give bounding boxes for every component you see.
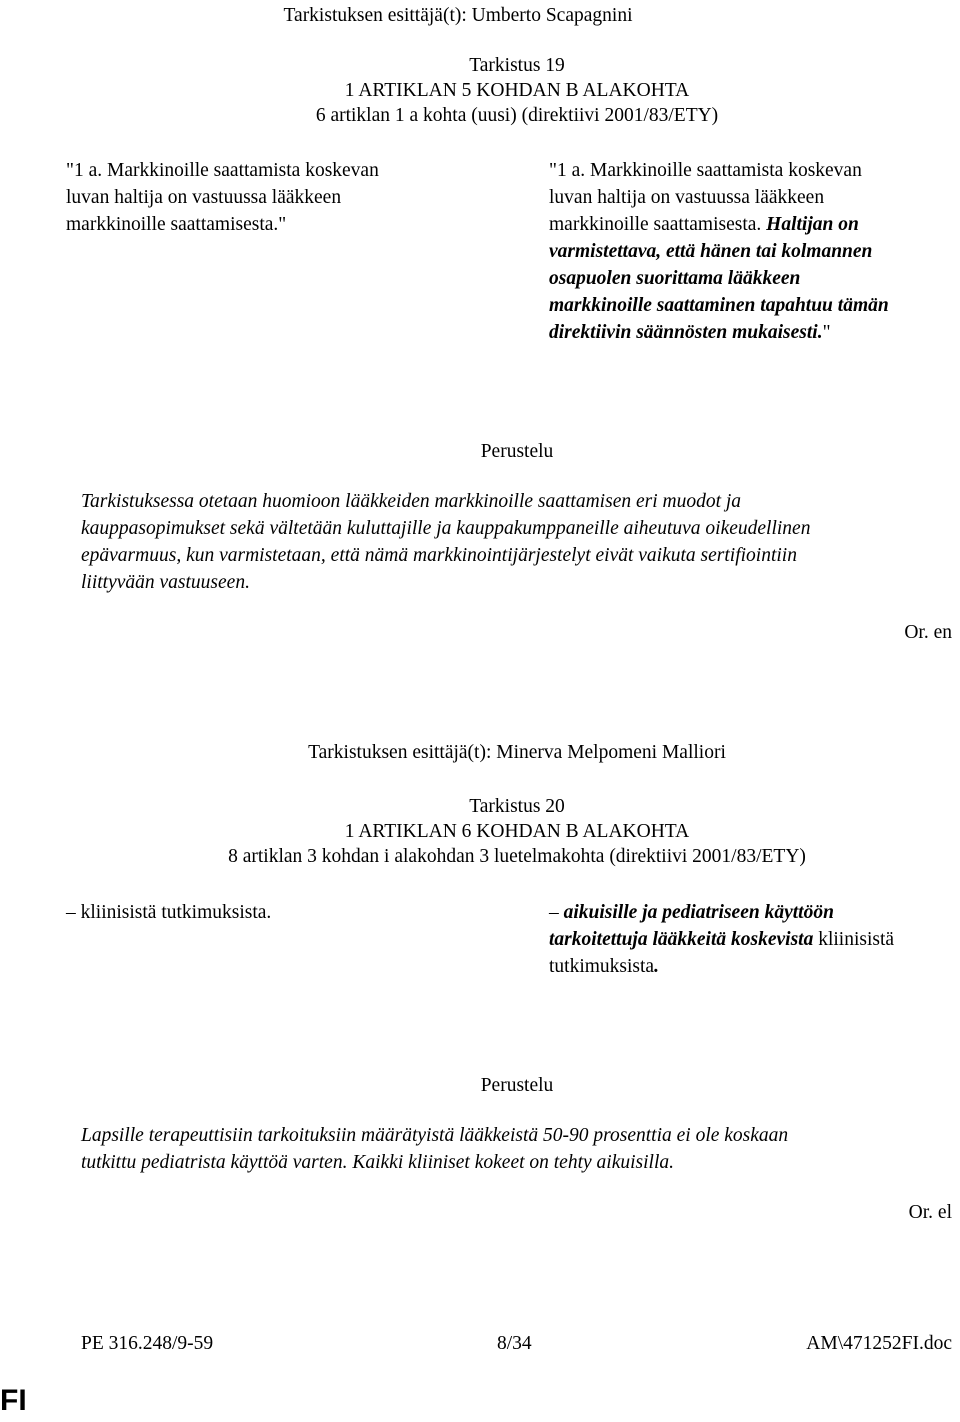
commission-text-column (66, 899, 271, 926)
footer-file-name: AM\471252FI.doc (806, 1333, 952, 1354)
justification-line: tutkittu pediatrista käyttöä varten. Kaikki kliiniset kokeet on tehty aikuisilla. (81, 1152, 674, 1173)
amendment-article: 1 ARTIKLAN 5 KOHDAN B ALAKOHTA (344, 80, 690, 101)
justification-line: Lapsille terapeuttisiin tarkoituksiin määrätyistä lääkkeistä 50-90 prosenttia ei ole koskaan (81, 1125, 789, 1146)
justification-heading: Perustelu (480, 441, 554, 462)
footer-document-reference: PE 316.248/9-59 (81, 1333, 214, 1354)
added-text: direktiivin säännösten mukaisesti. (549, 322, 823, 343)
added-text-line: varmistettava, että hänen tai kolmannen (549, 241, 873, 262)
amendment-text-column (549, 899, 894, 980)
justification-text (81, 1122, 788, 1176)
added-text: . (654, 956, 659, 977)
amendment-article: 1 ARTIKLAN 6 KOHDAN B ALAKOHTA (344, 821, 690, 842)
amendment-author: Tarkistuksen esittäjä(t): Umberto Scapagnini (283, 5, 633, 26)
added-text-line: markkinoille saattaminen tapahtuu tämän (549, 295, 889, 316)
justification-text (81, 488, 810, 596)
amendment-author: Tarkistuksen esittäjä(t): Minerva Melpomeni Malliori (308, 742, 726, 763)
added-text: tarkoitettuja lääkkeitä koskevista (549, 929, 814, 950)
amendment-reference: 8 artiklan 3 kohdan i alakohdan 3 luetelmakohta (direktiivi 2001/83/ETY) (228, 846, 806, 867)
justification-line: epävarmuus, kun varmistetaan, että nämä markkinointijärjestelyt eivät vaikuta sertifiointiin (81, 545, 797, 566)
justification-line: liittyvään vastuuseen. (81, 572, 250, 593)
added-text: Haltijan on (766, 214, 859, 235)
text-line (549, 926, 894, 953)
plain-text: tutkimuksista (549, 956, 655, 977)
amendment-20-title-block (0, 794, 960, 869)
plain-text: – (549, 902, 564, 923)
justification-heading: Perustelu (480, 1075, 554, 1096)
amendment-number: Tarkistus 19 (469, 55, 565, 76)
text-line: – kliinisistä tutkimuksista. (66, 902, 272, 923)
plain-text: markkinoille saattamisesta. (549, 214, 767, 235)
text-line: markkinoille saattamisesta." (66, 214, 287, 235)
amendment-text-column (549, 157, 889, 346)
amendment-number: Tarkistus 20 (469, 796, 565, 817)
text-line (549, 319, 889, 346)
amendment-reference: 6 artiklan 1 a kohta (uusi) (direktiivi 2001/83/ETY) (315, 105, 719, 126)
plain-text: kliinisistä (813, 929, 895, 950)
amendment-20-header (0, 739, 960, 766)
language-code: FI (0, 1384, 27, 1417)
commission-text-column (66, 157, 379, 238)
text-line: luvan haltija on vastuussa lääkkeen (549, 187, 825, 208)
footer-page-number: 8/34 (497, 1333, 532, 1354)
text-line: "1 a. Markkinoille saattamista koskevan (66, 160, 379, 181)
added-text: aikuisille ja pediatriseen käyttöön (563, 902, 834, 923)
amendment-19-title-block (0, 53, 960, 128)
plain-text: " (822, 322, 831, 343)
original-language: Or. el (908, 1202, 952, 1223)
text-line (549, 211, 889, 238)
amendment-19-header (0, 2, 960, 29)
text-line: "1 a. Markkinoille saattamista koskevan (549, 160, 862, 181)
text-line (549, 899, 894, 926)
text-line: luvan haltija on vastuussa lääkkeen (66, 187, 342, 208)
justification-line: Tarkistuksessa otetaan huomioon lääkkeiden markkinoille saattamisen eri muodot ja (81, 491, 742, 512)
justification-line: kauppasopimukset sekä vältetään kuluttajille ja kauppakumppaneille aiheutuva oikeudellinen (81, 518, 811, 539)
text-line (549, 953, 894, 980)
original-language: Or. en (904, 622, 952, 643)
added-text-line: osapuolen suorittama lääkkeen (549, 268, 801, 289)
